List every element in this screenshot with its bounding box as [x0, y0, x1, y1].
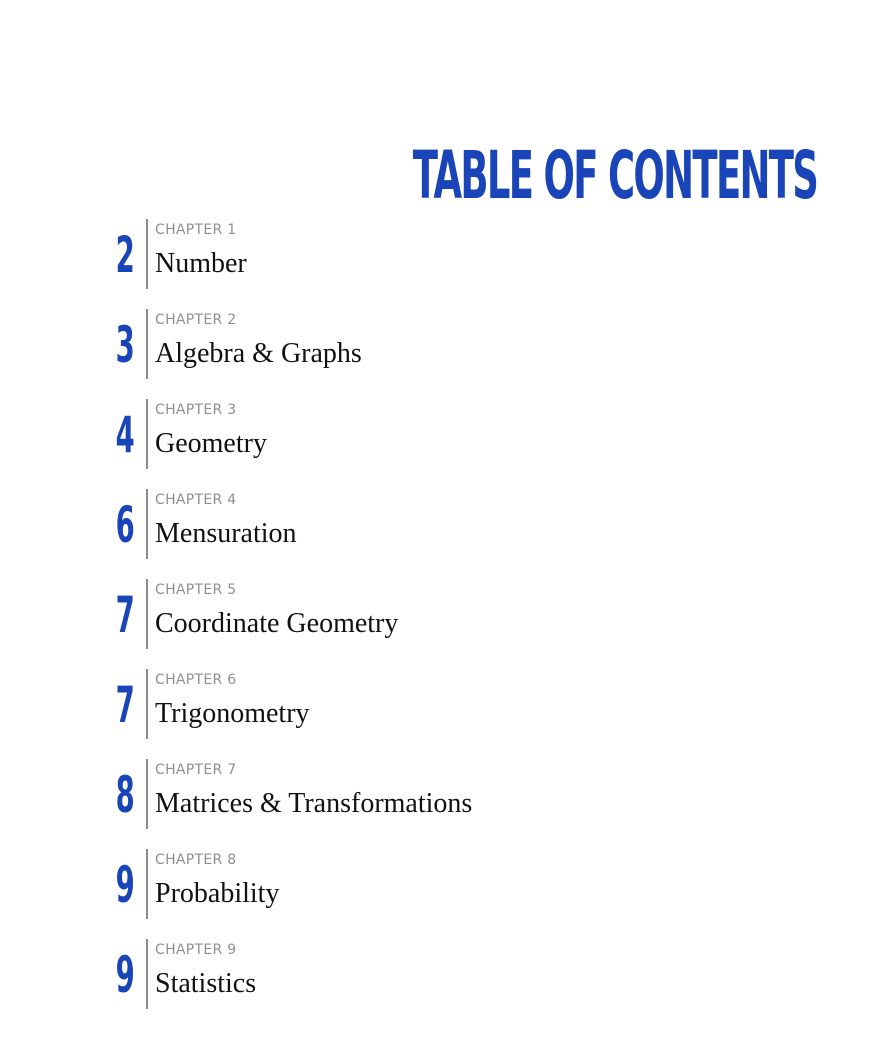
chapter-title[interactable]: Coordinate Geometry [155, 608, 399, 639]
divider [146, 309, 148, 379]
toc-entry-chapter-1[interactable] [0, 219, 700, 289]
toc-entry-chapter-8[interactable] [0, 849, 700, 919]
chapter-title[interactable]: Probability [155, 878, 280, 909]
chapter-title[interactable]: Trigonometry [155, 698, 310, 729]
chapter-title[interactable]: Geometry [155, 428, 267, 459]
chapter-label: CHAPTER 1 [155, 222, 237, 238]
divider [146, 489, 148, 559]
toc-entry-chapter-3[interactable] [0, 399, 700, 469]
divider [146, 579, 148, 649]
chapter-title[interactable]: Mensuration [155, 518, 297, 549]
chapter-label: CHAPTER 9 [155, 942, 237, 958]
divider [146, 219, 148, 289]
page-number: 9 [115, 856, 135, 914]
page-number: 8 [115, 766, 135, 824]
chapter-title[interactable]: Statistics [155, 968, 257, 999]
chapter-label: CHAPTER 8 [155, 852, 237, 868]
page-number: 2 [115, 226, 135, 284]
divider [146, 399, 148, 469]
page-number: 6 [115, 496, 135, 554]
page-number: 4 [115, 406, 135, 464]
chapter-label: CHAPTER 3 [155, 402, 237, 418]
chapter-title[interactable]: Matrices & Transformations [155, 788, 473, 819]
divider [146, 939, 148, 1009]
page-number: 7 [115, 586, 135, 644]
page-number: 9 [115, 946, 135, 1004]
toc-entry-chapter-4[interactable] [0, 489, 700, 559]
chapter-title[interactable]: Algebra & Graphs [155, 338, 362, 369]
page-title: TABLE OF CONTENTS [412, 137, 817, 214]
toc-entry-chapter-6[interactable] [0, 669, 700, 739]
chapter-label: CHAPTER 7 [155, 762, 237, 778]
toc-entry-chapter-7[interactable] [0, 759, 700, 829]
page-number: 7 [115, 676, 135, 734]
chapter-title[interactable]: Number [155, 248, 247, 279]
chapter-label: CHAPTER 5 [155, 582, 237, 598]
chapter-label: CHAPTER 2 [155, 312, 237, 328]
chapter-label: CHAPTER 4 [155, 492, 237, 508]
toc-entry-chapter-2[interactable] [0, 309, 700, 379]
toc-entry-chapter-5[interactable] [0, 579, 700, 649]
divider [146, 849, 148, 919]
toc-entry-chapter-9[interactable] [0, 939, 700, 1009]
divider [146, 669, 148, 739]
divider [146, 759, 148, 829]
chapter-label: CHAPTER 6 [155, 672, 237, 688]
page-number: 3 [115, 316, 135, 374]
